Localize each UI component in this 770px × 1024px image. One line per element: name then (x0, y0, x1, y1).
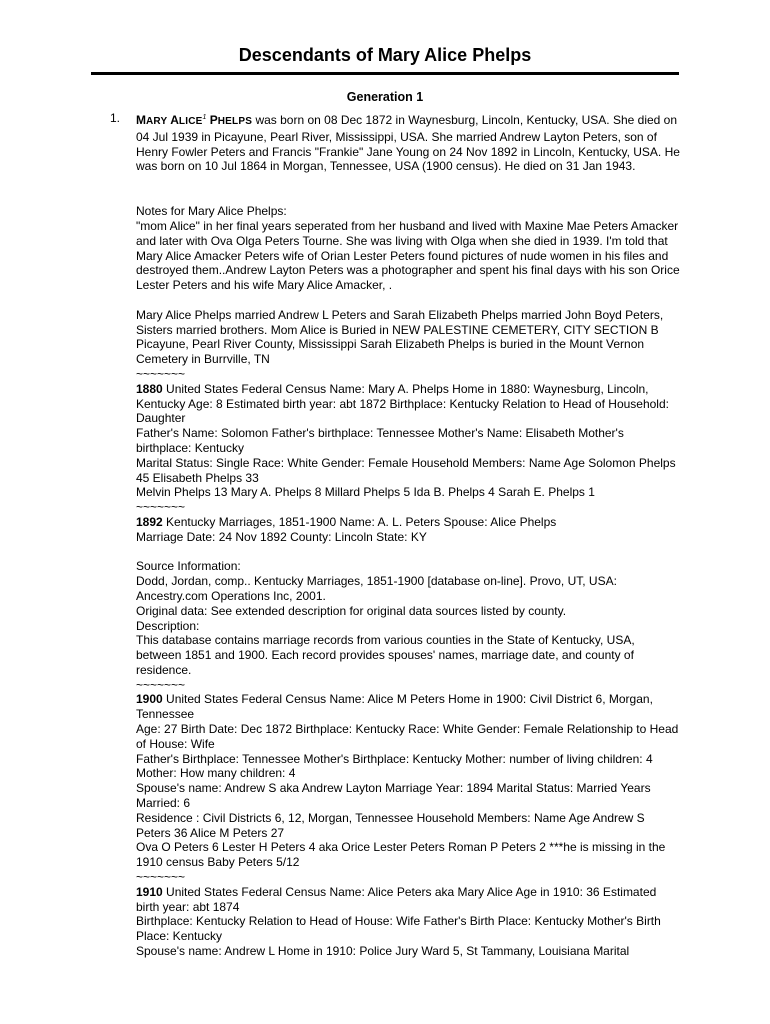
marriage-1892 (136, 515, 681, 545)
census-text: United States Federal Census Name: Alice Peters aka Mary Alice Age in 1910: 36 Estimated birth year: abt 1874 Birthplace: Kentucky Relation to Head of House: Wife Father's Birth Place: Kentucky Mother's Birth Place: Kentucky Spouse's name: Andrew L Home in 1910: Police Jury Ward 5, St Tammany, Louisiana Marital (136, 884, 661, 959)
census-text: United States Federal Census Name: Alice M Peters Home in 1900: Civil District 6, Morgan, Tennessee Age: 27 Birth Date: Dec 1872 Birthplace: Kentucky Race: White Gender: Female Relationship to Head of House: Wife Father's Birthplace: Tennessee Mother's Birthplace: Kentucky Mother: number of living children: 4 Mother: How many children: 4 Spouse's name: Andrew S aka Andrew Layton Marriage Year: 1894 Marital Status: Married Years Married: 6 Residence : Civil Districts 6, 12, Morgan, Tennessee Household Members: Name Age Andrew S Peters 36 Alice M Peters 27 Ova O Peters 6 Lester H Peters 4 aka Orice Lester Peters Roman P Peters 2 ***he is missing in the 1910 census Baby Peters 5/12 (136, 692, 679, 870)
person-name (136, 113, 252, 127)
generation-superscript: 1 (202, 114, 207, 121)
entry-content (136, 111, 681, 959)
census-1910 (136, 885, 681, 959)
notes-paragraph: "mom Alice" in her final years seperated from her husband and lived with Maxine Mae Peters Amacker and later with Ova Olga Peters Tourne. She was living with Olga when she died in 1939. I'm told that Mary Alice Amacker Peters wife of Orian Lester Peters found pictures of nude women in his files and destroyed them..Andrew Layton Peters was a photographer and spent his final days with his son Orice Lester Peters and his wife Mary Alice Amacker, . (136, 218, 680, 293)
spacer (136, 174, 681, 204)
marriage-year: 1892 (136, 514, 163, 529)
marriage-text: Kentucky Marriages, 1851-1900 Name: A. L. Peters Spouse: Alice Phelps Marriage Date: 24 Nov 1892 County: Lincoln State: KY (136, 514, 557, 544)
entry-bio (136, 111, 681, 174)
separator: ~~~~~~~ (136, 366, 186, 381)
census-text: United States Federal Census Name: Mary A. Phelps Home in 1880: Waynesburg, Lincoln, Kentucky Age: 8 Estimated birth year: abt 1872 Birthplace: Kentucky Relation to Head of Household: Daughter Father's Name: Solomon Father's birthplace: Tennessee Mother's Name: Elisabeth Mother's birthplace: Kentucky Marital Status: Single Race: White Gender: Female Household Members: Name Age Solomon Phelps 45 Elisabeth Phelps 33 Melvin Phelps 13 Mary A. Phelps 8 Millard Phelps 5 Ida B. Phelps 4 Sarah E. Phelps 1 (136, 381, 676, 500)
census-1880 (136, 382, 681, 500)
name-first-rest: ARY (146, 116, 168, 127)
page-title: Descendants of Mary Alice Phelps (238, 45, 532, 65)
name-middle-initial: A (170, 113, 179, 127)
census-year: 1910 (136, 884, 163, 899)
name-last-initial: P (209, 113, 218, 127)
source-information: Source Information: Dodd, Jordan, comp.. Kentucky Marriages, 1851-1900 [database on-line]. Provo, UT, USA: Ancestry.com Operations Inc, 2001. Original data: See extended description for original data sources listed by county. Description: This database contains marriage records from various counties in the State of Kentucky, USA, between 1851 and 1900. Each record provides spouses' names, marriage date, and county of residence. (136, 559, 635, 677)
generation-heading: Generation 1 (346, 90, 424, 104)
spacer (136, 545, 681, 560)
name-last-rest: HELPS (217, 116, 253, 127)
name-first-initial: M (136, 113, 146, 127)
bio-text: was born on 08 Dec 1872 in Waynesburg, Lincoln, Kentucky, USA. She died on 04 Jul 1939 in Picayune, Pearl River, Mississippi, USA. She married Andrew Layton Peters, son of Henry Fowler Peters and Francis "Frankie" Jane Young on 24 Nov 1892 in Lincoln, Kentucky, USA. He was born on 10 Jul 1864 in Morgan, Tennessee, USA (1900 census). He died on 31 Jan 1943. (136, 113, 680, 174)
census-1900 (136, 692, 681, 870)
title-divider (91, 72, 679, 75)
separator: ~~~~~~~ (136, 677, 186, 692)
notes-header: Notes for Mary Alice Phelps: (136, 204, 287, 219)
notes-paragraph: Mary Alice Phelps married Andrew L Peters and Sarah Elizabeth Phelps married John Boyd Peters, Sisters married brothers. Mom Alice is Buried in NEW PALESTINE CEMETERY, CITY SECTION B Picayune, Pearl River County, Mississippi Sarah Elizabeth Phelps is buried in the Mount Vernon Cemetery in Burrville, TN (136, 307, 664, 367)
census-year: 1900 (136, 692, 163, 707)
name-middle-rest: LICE (178, 116, 203, 127)
spacer (136, 293, 681, 308)
entry-number: 1. (110, 111, 121, 125)
separator: ~~~~~~~ (136, 870, 186, 885)
census-year: 1880 (136, 381, 163, 396)
separator: ~~~~~~~ (136, 500, 186, 515)
